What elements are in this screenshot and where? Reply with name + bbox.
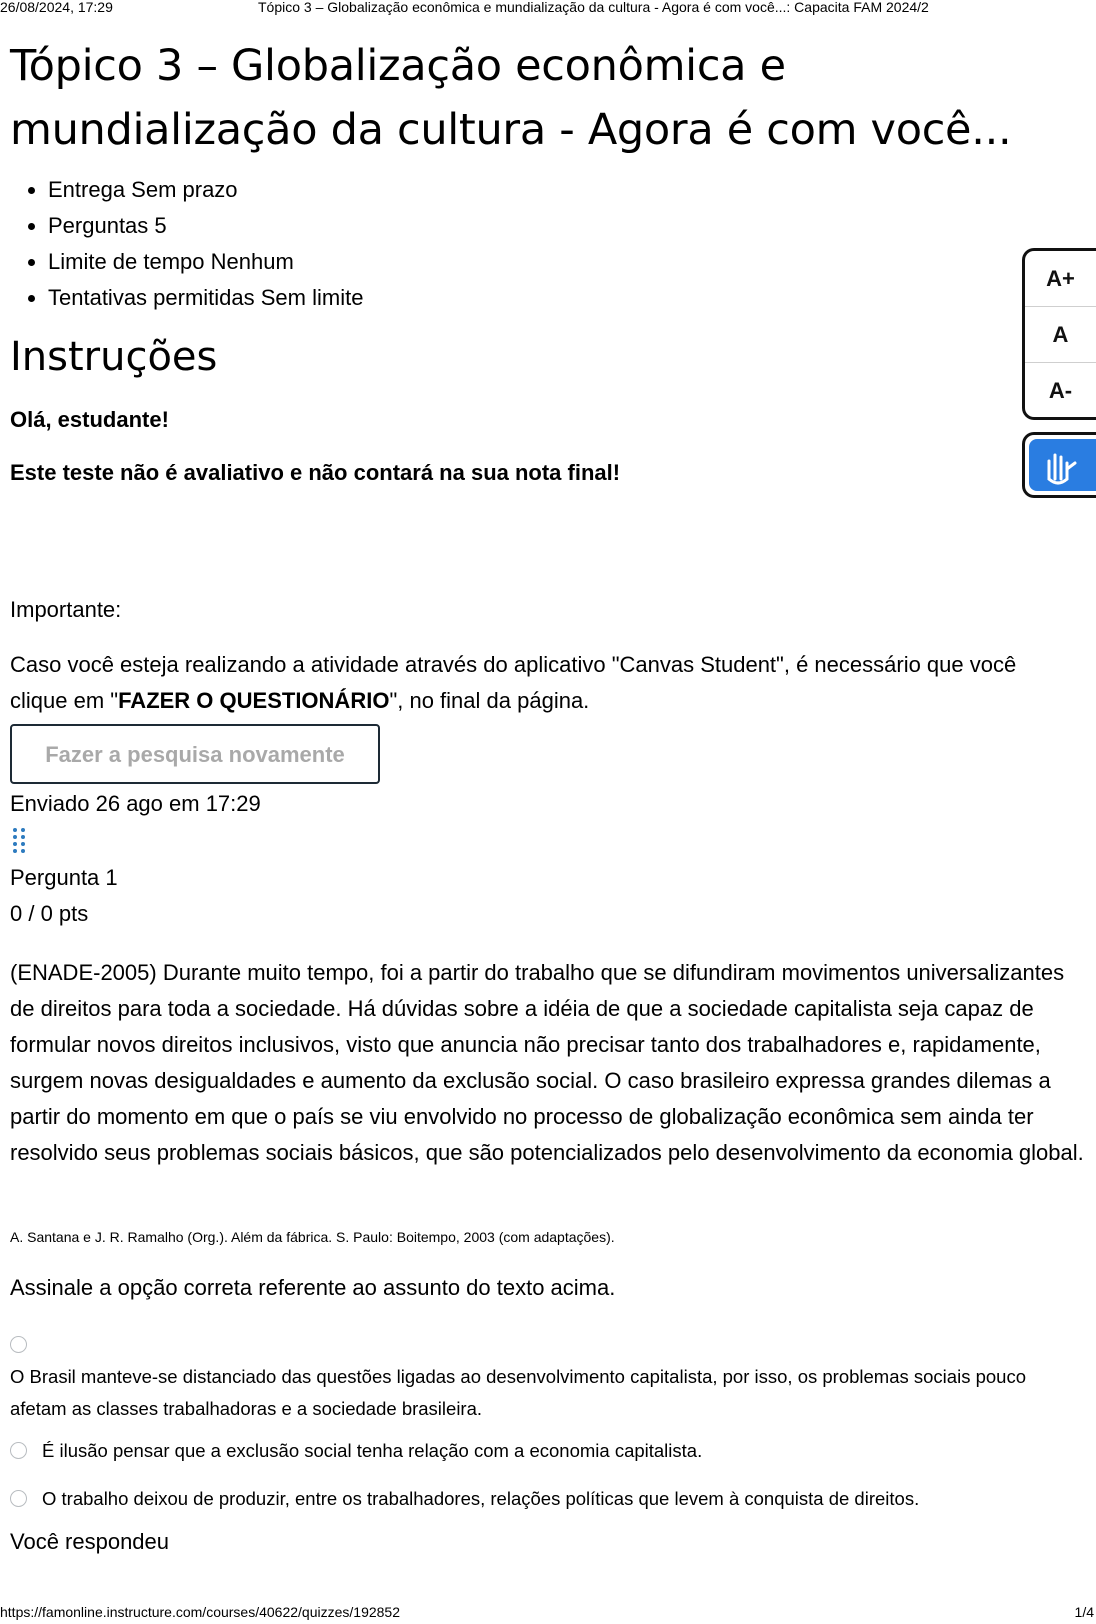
important-text-bold: FAZER O QUESTIONÁRIO (118, 688, 390, 713)
font-decrease-button[interactable]: A- (1048, 378, 1073, 403)
greeting: Olá, estudante! (10, 407, 169, 432)
important-text (10, 647, 1070, 719)
font-increase-button[interactable]: A+ (1025, 251, 1096, 307)
drag-handle-icon[interactable] (12, 828, 28, 854)
quiz-details (10, 172, 363, 316)
option-3-radio[interactable] (10, 1490, 27, 1507)
sign-language-button[interactable] (1022, 432, 1096, 498)
sign-language-icon (1029, 439, 1096, 491)
retry-quiz-button[interactable]: Fazer a pesquisa novamente (10, 724, 380, 784)
detail-time-limit: • Limite de tempo Nenhum (48, 244, 363, 280)
option-3-text: O trabalho deixou de produzir, entre os trabalhadores, relações políticas que levem à conquista de direitos. (42, 1488, 920, 1509)
question-text: (ENADE-2005) Durante muito tempo, foi a partir do trabalho que se difundiram movimentos universalizantes de direitos para toda a sociedade. Há dúvidas sobre a idéia de que a sociedade capitalista seja capaz de formular novos direitos inclusivos, visto que anuncia não precisar tanto dos trabalhadores e, rapidamente, surgem novas desigualdades e aumento da exclusão social. O caso brasileiro expressa grandes dilemas a partir do momento em que o país se viu envolvido no processo de globalização econômica sem ainda ter resolvido seus problemas sociais básicos, que são potencializados pelo desenvolvimento da economia global. (10, 960, 1084, 1165)
detail-questions: • Perguntas 5 (48, 208, 363, 244)
font-size-widget (1022, 248, 1096, 420)
detail-attempts: • Tentativas permitidas Sem limite (48, 280, 363, 316)
font-reset-button[interactable]: A (1025, 307, 1096, 363)
notice: Este teste não é avaliativo e não contará na sua nota final! (10, 460, 621, 485)
option-1-text: O Brasil manteve-se distanciado das questões ligadas ao desenvolvimento capitalista, por isso, os problemas sociais pouco afetam as classes trabalhadoras e a sociedade brasileira. (10, 1366, 1026, 1419)
question-label: Pergunta 1 (10, 865, 118, 890)
question-citation: A. Santana e J. R. Ramalho (Org.). Além da fábrica. S. Paulo: Boitempo, 2003 (com adaptações). (10, 1229, 615, 1245)
important-label: Importante: (10, 597, 122, 622)
question-prompt: Assinale a opção correta referente ao assunto do texto acima. (10, 1275, 616, 1300)
instructions-heading: Instruções (10, 334, 218, 380)
print-page-number: 1/4 (1074, 1604, 1094, 1620)
print-url: https://famonline.instructure.com/courses/40622/quizzes/192852 (0, 1604, 401, 1620)
option-1-radio[interactable] (10, 1336, 27, 1353)
print-datetime: 26/08/2024, 17:29 (0, 0, 113, 15)
option-2-text: É ilusão pensar que a exclusão social tenha relação com a economia capitalista. (42, 1440, 703, 1461)
detail-due: • Entrega Sem prazo (48, 172, 363, 208)
print-header (0, 0, 1096, 18)
answer-label: Você respondeu (10, 1529, 170, 1554)
quiz-title: Tópico 3 – Globalização econômica e mundialização da cultura - Agora é com você... (10, 41, 1012, 155)
submitted-timestamp: Enviado 26 ago em 17:29 (10, 791, 261, 816)
question-points: 0 / 0 pts (10, 901, 89, 926)
option-2-radio[interactable] (10, 1442, 27, 1459)
important-text-part-end: ", no final da página. (389, 688, 590, 713)
print-page-title: Tópico 3 – Globalização econômica e mundialização da cultura - Agora é com você...: Capacita FAM 2024/2 (258, 0, 929, 15)
important-text-part: Caso você esteja realizando a atividade através do aplicativo "Canvas Student", é necessário que você clique em " (10, 652, 1017, 713)
